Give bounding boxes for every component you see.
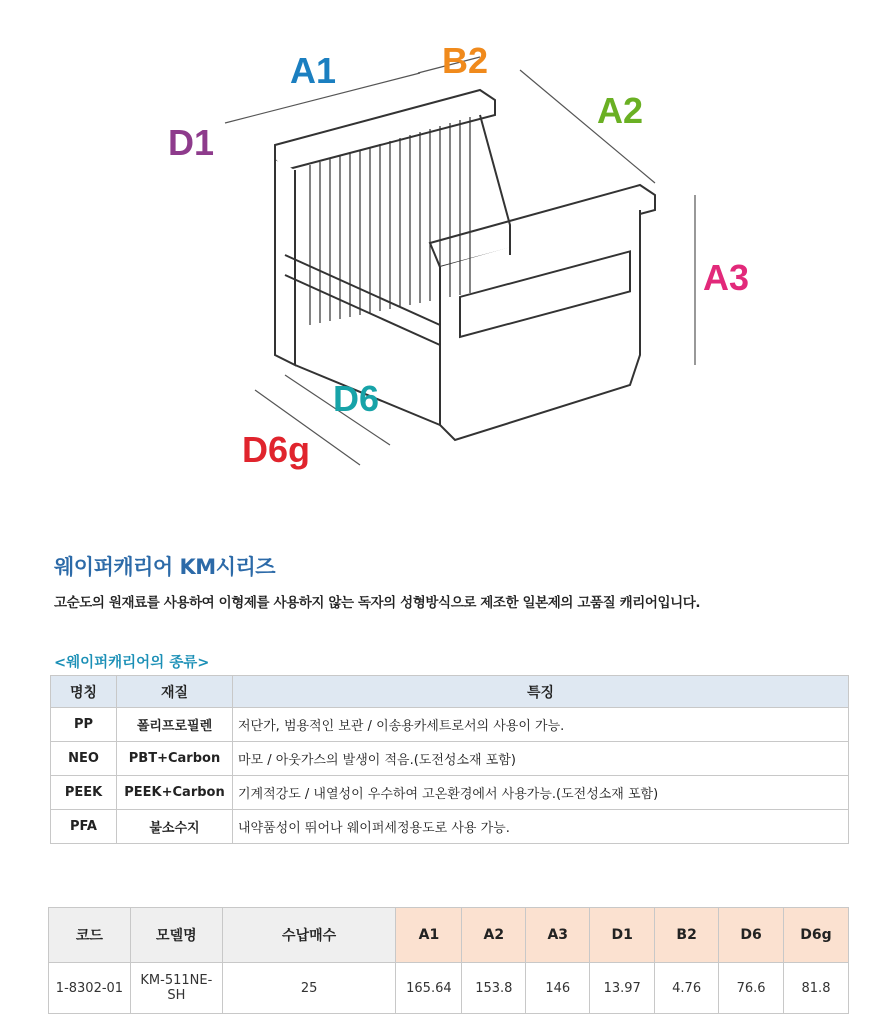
type-feature: 기계적강도 / 내열성이 우수하여 고온환경에서 사용가능.(도전성소재 포함) xyxy=(233,776,849,810)
header-model: 모델명 xyxy=(130,908,222,963)
header-d1: D1 xyxy=(590,908,655,963)
table-row xyxy=(51,776,849,810)
label-d6: D6 xyxy=(333,378,380,419)
header-d6g: D6g xyxy=(784,908,849,963)
label-a3: A3 xyxy=(703,257,750,298)
type-feature: 마모 / 아웃가스의 발생이 적음.(도전성소재 포함) xyxy=(233,742,849,776)
cell-capacity: 25 xyxy=(222,963,396,1014)
spec-table xyxy=(48,907,849,1014)
wafer-carrier-diagram xyxy=(150,25,770,495)
cell-d6: 76.6 xyxy=(719,963,784,1014)
table-row xyxy=(49,963,849,1014)
type-material: 불소수지 xyxy=(117,810,233,844)
header-name: 명칭 xyxy=(51,676,117,708)
header-b2: B2 xyxy=(655,908,719,963)
header-a3: A3 xyxy=(526,908,590,963)
page-title: 웨이퍼캐리어 KM시리즈 xyxy=(54,555,276,579)
header-material: 재질 xyxy=(117,676,233,708)
label-b2: B2 xyxy=(442,40,489,81)
type-material: 폴리프로필렌 xyxy=(117,708,233,742)
product-description: 고순도의 원재료를 사용하여 이형제를 사용하지 않는 독자의 성형방식으로 제조한 일본제의 고품질 캐리어입니다. xyxy=(54,595,701,611)
header-a2: A2 xyxy=(462,908,526,963)
cell-a1: 165.64 xyxy=(396,963,462,1014)
table-row xyxy=(51,742,849,776)
table-header-row xyxy=(51,676,849,708)
table-header-row xyxy=(49,908,849,963)
cell-code: 1-8302-01 xyxy=(49,963,131,1014)
cell-a3: 146 xyxy=(526,963,590,1014)
table-row xyxy=(51,810,849,844)
header-code: 코드 xyxy=(49,908,131,963)
header-feature: 특징 xyxy=(233,676,849,708)
cell-d6g: 81.8 xyxy=(784,963,849,1014)
label-d1: D1 xyxy=(168,122,215,163)
carrier-types-table xyxy=(50,675,849,844)
type-name: PFA xyxy=(51,810,117,844)
label-a2: A2 xyxy=(597,90,644,131)
cell-d1: 13.97 xyxy=(590,963,655,1014)
type-name: PEEK xyxy=(51,776,117,810)
type-material: PEEK+Carbon xyxy=(117,776,233,810)
cell-b2: 4.76 xyxy=(655,963,719,1014)
cell-model: KM-511NE-SH xyxy=(130,963,222,1014)
types-section-title: <웨이퍼캐리어의 종류> xyxy=(54,655,210,671)
type-name: PP xyxy=(51,708,117,742)
type-name: NEO xyxy=(51,742,117,776)
header-capacity: 수납매수 xyxy=(222,908,396,963)
cell-a2: 153.8 xyxy=(462,963,526,1014)
label-d6g: D6g xyxy=(242,429,311,470)
type-feature: 내약품성이 뛰어나 웨이퍼세정용도로 사용 가능. xyxy=(233,810,849,844)
type-feature: 저단가, 범용적인 보관 / 이송용카세트로서의 사용이 가능. xyxy=(233,708,849,742)
header-a1: A1 xyxy=(396,908,462,963)
type-material: PBT+Carbon xyxy=(117,742,233,776)
label-a1: A1 xyxy=(290,50,337,91)
header-d6: D6 xyxy=(719,908,784,963)
table-row xyxy=(51,708,849,742)
